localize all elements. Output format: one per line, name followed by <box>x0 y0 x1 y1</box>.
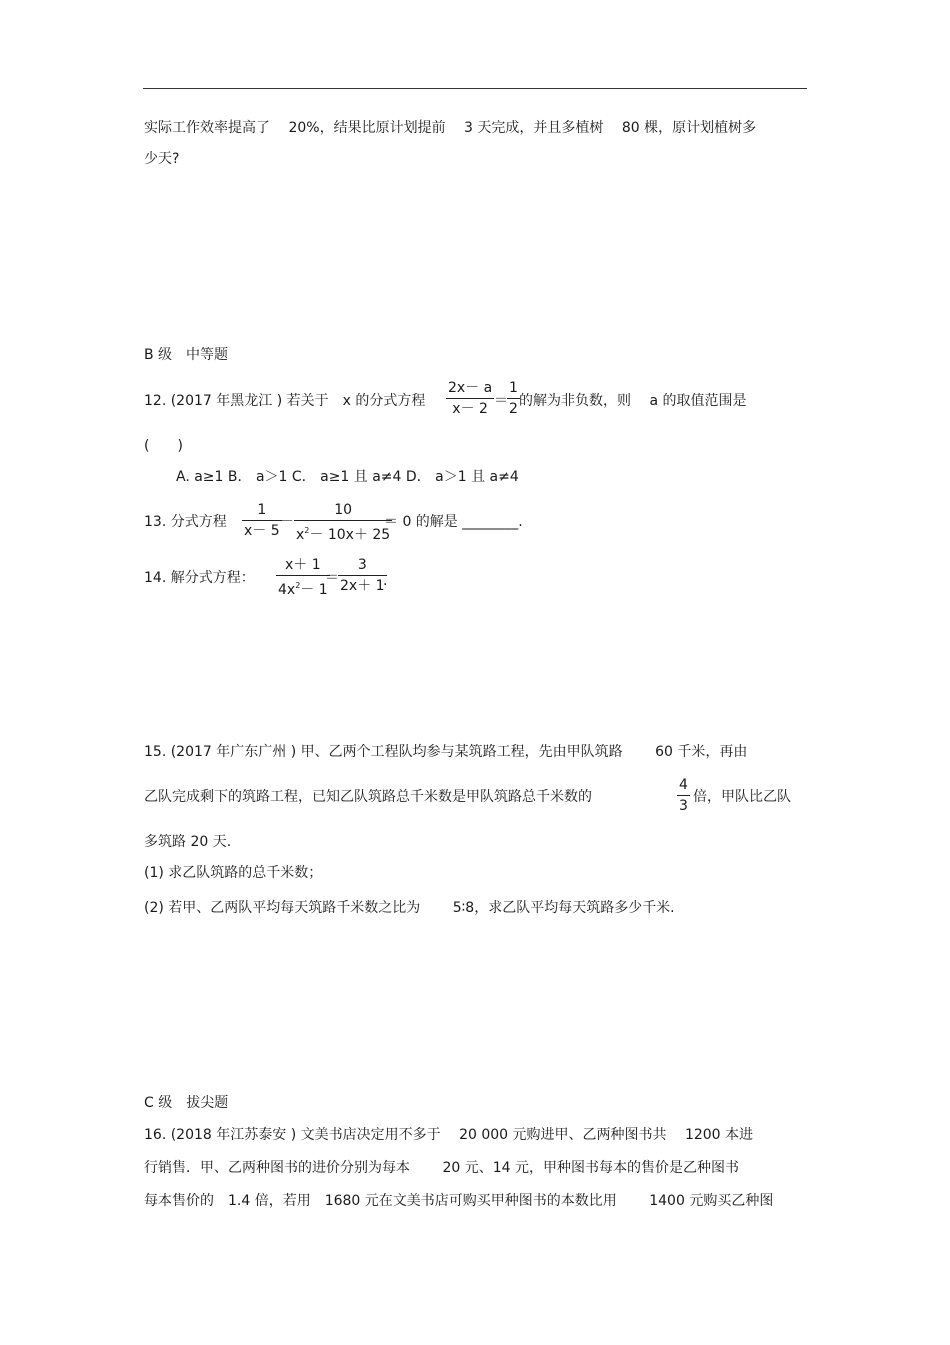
q13-prefix: 13. 分式方程 <box>144 514 227 530</box>
q14-period: . <box>383 573 388 589</box>
q13-suffix: ＝ 0 的解是 ________. <box>384 514 523 530</box>
q13-fraction-1 <box>242 502 282 539</box>
level-b-heading: B 级 中等题 <box>144 347 229 363</box>
q13-fraction-1-denominator: x－ 5 <box>244 523 280 539</box>
q15-fraction-numerator: 4 <box>679 777 688 793</box>
q13-fraction-2-denominator: $x^2- 10x+ 25$ <box>296 526 391 543</box>
q15-fraction-denominator: 3 <box>679 798 688 814</box>
q12-fraction-1-denominator: x－ 2 <box>452 401 488 417</box>
problem-continuation-line-1: 实际工作效率提高了 20%，结果比原计划提前 3 天完成，并且多植树 80 棵，原计划植树多 <box>144 120 757 136</box>
q12-prefix: 12. (2017 年黑龙江 ) 若关于 x 的分式方程 <box>144 393 426 409</box>
q14-fraction-1-numerator: x＋ 1 <box>285 557 321 573</box>
q14-fraction-2-numerator: 3 <box>357 557 367 573</box>
q13-fraction-2 <box>294 502 392 543</box>
level-c-heading: C 级 拔尖题 <box>144 1095 229 1111</box>
q15-line-2a: 乙队完成剩下的筑路工程，已知乙队筑路总千米数是甲队筑路总千米数的 <box>144 789 592 805</box>
q15-subquestion-1: (1) 求乙队筑路的总千米数； <box>144 865 323 881</box>
q12-fraction-2-denominator: 2 <box>509 401 518 417</box>
q16-line-3: 每本售价的 1.4 倍，若用 1680 元在文美书店可购买甲种图书的本数比用 1400 元购买乙种图 <box>144 1193 774 1209</box>
q16-line-1: 16. (2018 年江苏泰安 ) 文美书店决定用不多于 20 000 元购进甲、乙两种图书共 1200 本进 <box>144 1127 754 1143</box>
header-rule <box>143 88 807 89</box>
q12-suffix: 的解为非负数，则 a 的取值范围是 <box>519 393 747 409</box>
q15-line-1: 15. (2017 年广东广州 ) 甲、乙两个工程队均参与某筑路工程，先由甲队筑路 60 千米，再由 <box>144 744 748 760</box>
q14-fraction-2 <box>338 557 387 594</box>
q12-fraction-2-numerator: 1 <box>509 380 518 396</box>
q14-fraction-1-denominator: $4x^2- 1$ <box>278 581 328 598</box>
q16-line-2: 行销售．甲、乙两种图书的进价分别为每本 20 元、14 元，甲种图书每本的售价是乙种图书 <box>144 1160 739 1176</box>
q15-line-2b: 倍，甲队比乙队 <box>693 789 791 805</box>
q14-fraction-1 <box>276 557 330 598</box>
q13-minus: － <box>280 514 294 530</box>
q12-options: A. a≥1 B． a＞1 C． a≥1 且 a≠4 D． a＞1 且 a≠4 <box>176 469 519 485</box>
q15-fraction <box>677 777 690 814</box>
q13-fraction-2-numerator: 10 <box>334 502 353 518</box>
q14-equals: ＝ <box>325 570 339 586</box>
q13-fraction-1-numerator: 1 <box>257 502 267 518</box>
q14-prefix: 14. 解分式方程： <box>144 570 255 586</box>
q12-equals: ＝ <box>494 393 508 409</box>
q15-line-3: 多筑路 20 天. <box>144 834 232 850</box>
q15-subquestion-2: (2) 若甲、乙两队平均每天筑路千米数之比为 5∶8，求乙队平均每天筑路多少千米. <box>144 900 675 916</box>
q12-fraction-1-numerator: 2x－ a <box>448 380 493 396</box>
q12-fraction-1 <box>446 380 494 417</box>
q12-answer-paren: ( ) <box>144 438 183 454</box>
problem-continuation-line-2: 少天? <box>144 151 180 167</box>
q14-fraction-2-denominator: 2x＋ 1 <box>340 578 385 594</box>
q12-fraction-2 <box>507 380 520 417</box>
